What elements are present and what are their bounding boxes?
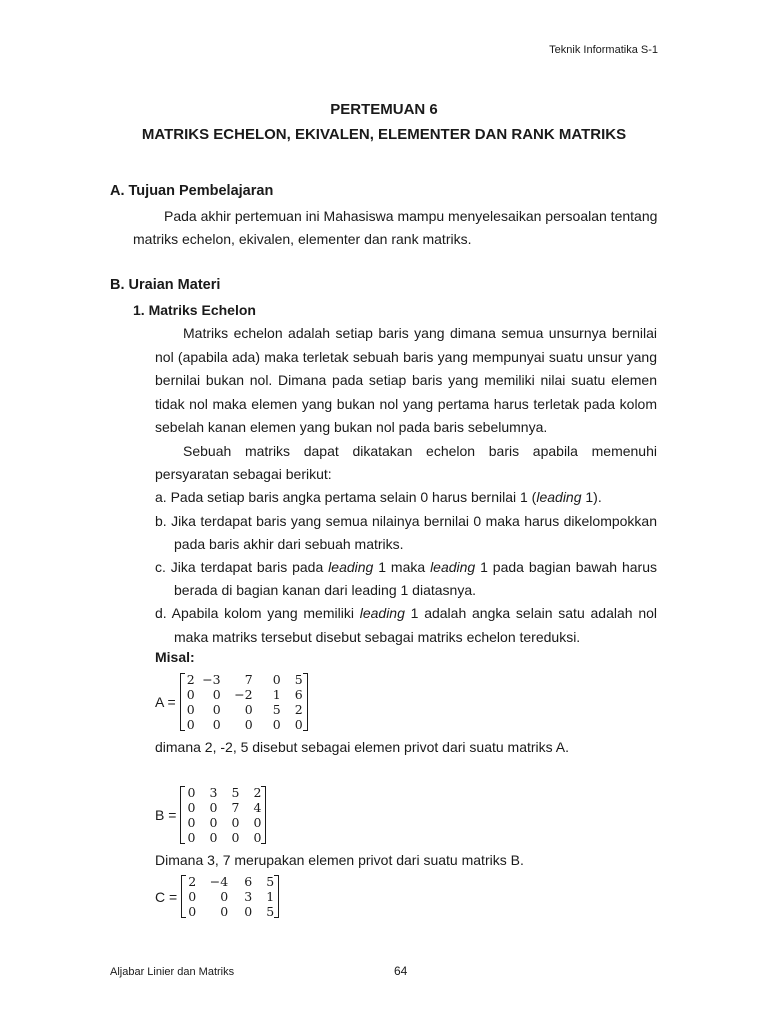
section-a-heading: A. Tujuan Pembelajaran [110,183,274,199]
matrix-cell: −3 [202,672,221,687]
matrix-cell: 0 [186,717,195,732]
matrix-cell: 0 [212,717,221,732]
matrix-cell: 0 [253,830,262,845]
matrix-cell: −4 [209,874,229,889]
section-a-paragraph-line2: matriks echelon, ekivalen, elementer dan rank matriks. [133,231,472,247]
matrix-cell: 0 [244,904,253,919]
matrix-cell: 0 [212,687,221,702]
matrix-cell: 4 [253,800,262,815]
matrix-b-caption: Dimana 3, 7 merupakan elemen privot dari suatu matriks B. [155,852,524,868]
matrix-cell: 0 [244,702,253,717]
matrix-cell: 0 [231,815,240,830]
footer-course: Aljabar Linier dan Matriks [110,966,235,978]
matrix-cell: 5 [266,874,275,889]
matrix-a [155,672,308,732]
matrix-row [185,785,261,800]
matrix-row [186,889,274,904]
matrix-cell: 0 [253,815,262,830]
matrix-cell: 5 [231,785,240,800]
matrix-cell: 0 [187,800,196,815]
matrix-cell: 1 [272,687,281,702]
matrix-cell: 2 [253,785,262,800]
misal-label: Misal: [155,649,195,665]
matrix-row [185,800,261,815]
subsection-matriks-echelon: 1. Matriks Echelon [133,302,256,318]
matrix-c-table [186,874,274,919]
matrix-row [185,830,261,845]
para1-line3: bernilai bukan nol. Dimana pada setiap baris yang memiliki nilai suatu elemen [155,372,657,388]
para1-line4: tidak nol maka elemen yang bukan nol yang pertama harus terletak pada kolom [155,396,657,412]
matrix-cell: 2 [186,672,195,687]
matrix-cell: 3 [244,889,253,904]
matrix-cell: 0 [188,889,197,904]
matrix-c-body [181,874,279,919]
para1-line2: nol (apabila ada) maka terletak sebuah baris yang mempunyai suatu unsur yang [155,349,657,365]
list-item-d-line1: d. Apabila kolom yang memiliki leading 1 adalah angka selain satu adalah nol [155,605,658,621]
matrix-a-label: A = [155,694,176,710]
matrix-cell: 0 [209,815,218,830]
matrix-cell: 2 [294,702,303,717]
matrix-cell: 0 [187,830,196,845]
para1-line5: sebelah kanan elemen yang bukan nol pada baris sebelumnya. [155,419,548,435]
section-b-heading: B. Uraian Materi [110,277,221,293]
matrix-a-table [185,672,303,732]
matrix-cell: 0 [212,702,221,717]
list-item-c-line2: berada di bagian kanan dari leading 1 diatasnya. [174,582,477,598]
matrix-cell: 6 [294,687,303,702]
matrix-b-label: B = [155,807,177,823]
page-title: PERTEMUAN 6 [330,101,438,118]
matrix-a-body [180,672,308,732]
matrix-cell: −2 [234,687,253,702]
matrix-c [155,874,279,919]
matrix-cell: 0 [272,717,281,732]
list-item-c-line1: c. Jika terdapat baris pada leading 1 maka leading 1 pada bagian bawah harus [155,559,657,575]
para2-line2: persyaratan sebagai berikut: [155,466,332,482]
list-item-b-line2: pada baris akhir dari sebuah matriks. [174,536,404,552]
matrix-c-label: C = [155,888,178,905]
matrix-row [185,687,303,702]
matrix-cell: 0 [294,717,303,732]
matrix-row [186,904,274,919]
matrix-row [186,874,274,889]
matrix-cell: 6 [244,874,253,889]
matrix-b-table [185,785,261,845]
page-subtitle: MATRIKS ECHELON, EKIVALEN, ELEMENTER DAN RANK MATRIKS [141,126,627,143]
para2-line1: Sebuah matriks dapat dikatakan echelon baris apabila memenuhi [183,443,657,459]
list-item-a: a. Pada setiap baris angka pertama selain 0 harus bernilai 1 (leading 1). [155,489,602,505]
matrix-b [155,785,266,845]
matrix-cell: 0 [220,904,229,919]
matrix-cell: 2 [188,874,197,889]
matrix-cell: 0 [209,830,218,845]
matrix-row [185,672,303,687]
page-number: 64 [394,964,408,978]
matrix-cell: 7 [231,800,240,815]
matrix-a-caption: dimana 2, -2, 5 disebut sebagai elemen privot dari suatu matriks A. [155,739,569,755]
matrix-cell: 7 [244,672,253,687]
matrix-row [185,717,303,732]
matrix-cell: 0 [188,904,197,919]
section-a-paragraph-line1: Pada akhir pertemuan ini Mahasiswa mampu menyelesaikan persoalan tentang [164,208,658,224]
matrix-cell: 0 [187,785,196,800]
para1-line1: Matriks echelon adalah setiap baris yang dimana semua unsurnya bernilai [183,325,657,341]
matrix-cell: 0 [272,672,281,687]
list-item-b-line1: b. Jika terdapat baris yang semua nilainya bernilai 0 maka harus dikelompokkan [155,513,657,529]
matrix-cell: 0 [244,717,253,732]
matrix-b-body [180,785,266,845]
matrix-cell: 0 [186,687,195,702]
matrix-cell: 0 [231,830,240,845]
matrix-cell: 0 [186,702,195,717]
matrix-row [185,702,303,717]
matrix-cell: 1 [266,889,275,904]
matrix-cell: 5 [294,672,303,687]
matrix-cell: 0 [209,800,218,815]
matrix-cell: 5 [266,904,275,919]
list-item-d-line2: maka matriks tersebut disebut sebagai matriks echelon tereduksi. [174,629,581,645]
matrix-cell: 3 [209,785,218,800]
matrix-cell: 5 [272,702,281,717]
matrix-cell: 0 [220,889,229,904]
running-header: Teknik Informatika S-1 [549,44,658,56]
matrix-cell: 0 [187,815,196,830]
matrix-row [185,815,261,830]
